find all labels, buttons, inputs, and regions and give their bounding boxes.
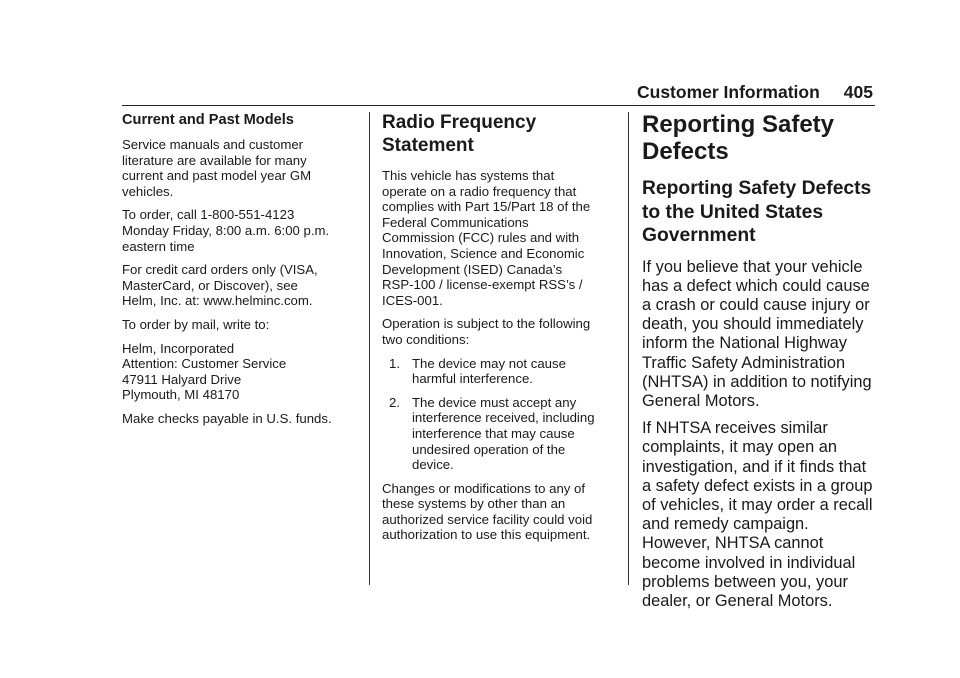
text-line: complies with Part 15/Part 18 of the (382, 199, 591, 215)
text-line: of vehicles, it may order a recall (642, 495, 873, 514)
paragraph (122, 262, 358, 309)
text-line: However, NHTSA cannot (642, 534, 824, 553)
text-line: If NHTSA receives similar (642, 419, 828, 438)
heading-line: to the United States (642, 201, 824, 223)
text-line: Federal Communications (382, 214, 529, 230)
column-reporting-safety-defects (642, 112, 876, 619)
section-heading (382, 112, 614, 157)
text-line: device. (412, 457, 454, 473)
text-line: authorization to use this equipment. (382, 527, 591, 543)
list-item (382, 395, 614, 473)
text-line: literature are available for many (122, 152, 307, 168)
text-line: Development (ISED) Canada’s (382, 261, 563, 277)
column-current-past-models (122, 112, 358, 435)
conditions-list (382, 356, 614, 473)
text-line: a crash or could cause injury or (642, 295, 870, 314)
text-line: Make checks payable in U.S. funds. (122, 410, 332, 426)
text-line: interference that may cause (412, 425, 575, 441)
paragraph (382, 168, 614, 308)
text-line: Commission (FCC) rules and with (382, 230, 580, 246)
text-line: a safety defect exists in a group (642, 476, 873, 495)
text-line: Monday Friday, 8:00 a.m. 6:00 p.m. (122, 222, 330, 238)
text-line: dealer, or General Motors. (642, 591, 833, 610)
text-line: inform the National Highway (642, 334, 847, 353)
text-line: Operation is subject to the following (382, 316, 591, 332)
column-divider (369, 112, 370, 585)
text-line: investigation, and if it finds that (642, 457, 867, 476)
section-heading: Current and Past Models (122, 112, 294, 128)
section-heading (642, 112, 876, 165)
heading-line: Reporting Safety (642, 111, 835, 138)
paragraph (122, 137, 358, 199)
text-line: Changes or modifications to any of (382, 480, 586, 496)
text-line: vehicles. (122, 183, 174, 199)
text-line: Helm, Inc. at: www.helminc.com. (122, 293, 313, 309)
text-line: 47911 Halyard Drive (122, 371, 242, 387)
text-line: problems between you, your (642, 572, 848, 591)
paragraph (642, 419, 876, 611)
column-divider (628, 112, 629, 585)
text-line: undesired operation of the (412, 441, 566, 457)
text-line: The device may not cause (412, 355, 566, 371)
text-line: two conditions: (382, 331, 470, 347)
text-line: current and past model year GM (122, 168, 312, 184)
text-line: harmful interference. (412, 371, 533, 387)
text-line: operate on a radio frequency that (382, 183, 577, 199)
text-line: Service manuals and customer (122, 137, 304, 152)
subsection-heading (642, 177, 876, 248)
paragraph (642, 258, 876, 412)
text-line: The device must accept any (412, 394, 577, 410)
text-line: complaints, it may open an (642, 438, 837, 457)
paragraph (122, 411, 358, 427)
paragraph (382, 481, 614, 543)
text-line: death, you should immediately (642, 315, 864, 334)
heading-line: Reporting Safety Defects (642, 178, 872, 199)
text-line: Attention: Customer Service (122, 356, 287, 372)
text-line: eastern time (122, 238, 195, 254)
text-line: (NHTSA) in addition to notifying (642, 372, 872, 391)
mailing-address (122, 341, 358, 403)
paragraph (122, 317, 358, 333)
text-line: interference received, including (412, 410, 595, 426)
list-item (382, 356, 614, 387)
text-line: ICES-001. (382, 292, 443, 308)
section-title: Customer Information (637, 82, 820, 102)
text-line: become involved in individual (642, 553, 856, 572)
list-number: 2. (389, 394, 400, 410)
column-radio-frequency (382, 112, 614, 551)
text-line: Helm, Incorporated (122, 340, 235, 356)
paragraph (382, 316, 614, 347)
paragraph (122, 207, 358, 254)
text-line: RSP-100 / license-exempt RSS’s / (382, 277, 583, 293)
running-head (0, 82, 873, 102)
text-line: authorized service facility could void (382, 511, 593, 527)
heading-line: Radio Frequency (382, 112, 537, 133)
heading-line: Defects (642, 137, 729, 165)
list-number: 1. (389, 355, 400, 371)
text-line: these systems by other than an (382, 496, 566, 512)
text-line: Plymouth, MI 48170 (122, 387, 240, 403)
text-line: This vehicle has systems that (382, 168, 555, 183)
text-line: MasterCard, or Discover), see (122, 277, 298, 293)
header-rule (122, 105, 875, 106)
text-line: General Motors. (642, 391, 760, 410)
heading-line: Government (642, 225, 756, 246)
text-line: To order by mail, write to: (122, 316, 270, 332)
text-line: has a defect which could cause (642, 276, 870, 295)
text-line: If you believe that your vehicle (642, 257, 863, 276)
text-line: and remedy campaign. (642, 515, 809, 534)
text-line: To order, call 1-800-551-4123 (122, 207, 295, 223)
body-text (642, 258, 876, 612)
text-line: Traffic Safety Administration (642, 353, 846, 372)
text-line: Innovation, Science and Economic (382, 245, 585, 261)
page-number: 405 (843, 82, 873, 102)
text-line: For credit card orders only (VISA, (122, 262, 318, 278)
heading-line: Statement (382, 134, 474, 156)
